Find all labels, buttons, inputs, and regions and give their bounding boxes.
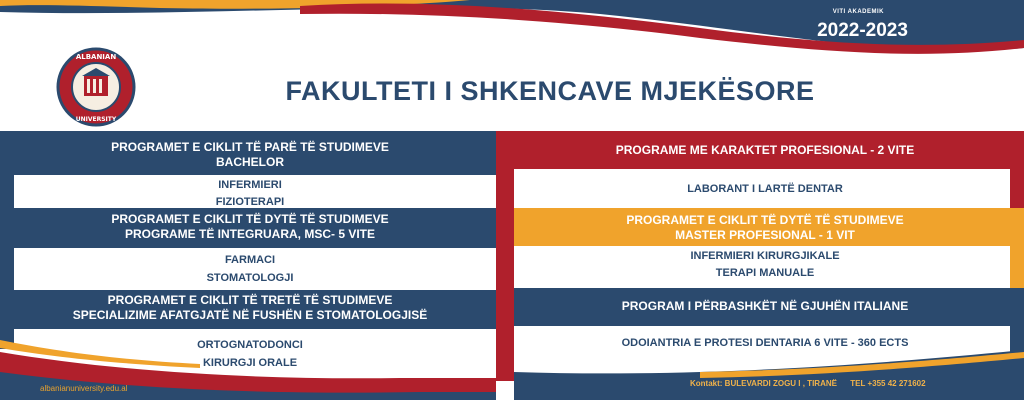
list-item: ODOIANTRIA E PROTESI DENTARIA 6 VITE - 360 ECTS [621, 337, 909, 349]
italian-program-heading: PROGRAM I PËRBASHKËT NË GJUHËN ITALIANE [621, 299, 909, 313]
logo-text-bottom: UNIVERSITY [75, 116, 117, 123]
list-item: ORTOGNATODONCI [197, 339, 303, 351]
contact-info: Kontakt: BULEVARDI ZOGU I , TIRANË TEL +355 42 271602 [690, 379, 926, 388]
academic-year-label: VITI AKADEMIK [832, 9, 884, 15]
list-item: TERAPI MANUALE [715, 267, 815, 279]
logo-text-top: ALBANIAN [75, 53, 117, 61]
second-cycle-heading-line1: PROGRAMET E CIKLIT TË DYTË TË STUDIMEVE [111, 212, 389, 226]
first-cycle-heading-line1: PROGRAMET E CIKLIT TË PARË TË STUDIMEVE [111, 140, 389, 154]
third-cycle-heading-line2: SPECIALIZIME AFATGJATË NË FUSHËN E STOMATOLOGJISË [72, 308, 428, 322]
list-item: KIRURGJI ORALE [202, 357, 298, 369]
first-cycle-heading-line2: BACHELOR [216, 155, 284, 169]
website-link[interactable]: albanianuniversity.edu.al [40, 384, 128, 393]
second-cycle-heading [30, 212, 470, 242]
second-cycle-heading-line2: PROGRAME TË INTEGRUARA, MSC- 5 VITE [124, 227, 375, 241]
university-logo [52, 46, 140, 128]
list-item: LABORANT I LARTË DENTAR [687, 183, 843, 195]
list-item: FARMACI [224, 254, 276, 266]
professional-heading: PROGRAME ME KARAKTET PROFESIONAL - 2 VITE [615, 143, 915, 157]
list-item: STOMATOLOGJI [206, 272, 294, 284]
first-cycle-heading [30, 140, 470, 170]
third-cycle-heading-line1: PROGRAMET E CIKLIT TË TRETË TË STUDIMEVE [107, 293, 393, 307]
list-item: INFERMIERI [218, 179, 282, 191]
column-divider [496, 131, 514, 381]
master-heading-line1: PROGRAMET E CIKLIT TË DYTË TË STUDIMEVE [626, 213, 904, 227]
page-title: FAKULTETI I SHKENCAVE MJEKËSORE [285, 76, 815, 106]
master-heading [530, 213, 1000, 243]
third-cycle-heading [30, 293, 470, 323]
list-item: INFERMIERI KIRURGJIKALE [690, 250, 840, 262]
list-item: FIZIOTERAPI [215, 196, 285, 208]
academic-year: 2022-2023 [817, 20, 908, 41]
master-heading-line2: MASTER PROFESIONAL - 1 VIT [675, 228, 855, 242]
